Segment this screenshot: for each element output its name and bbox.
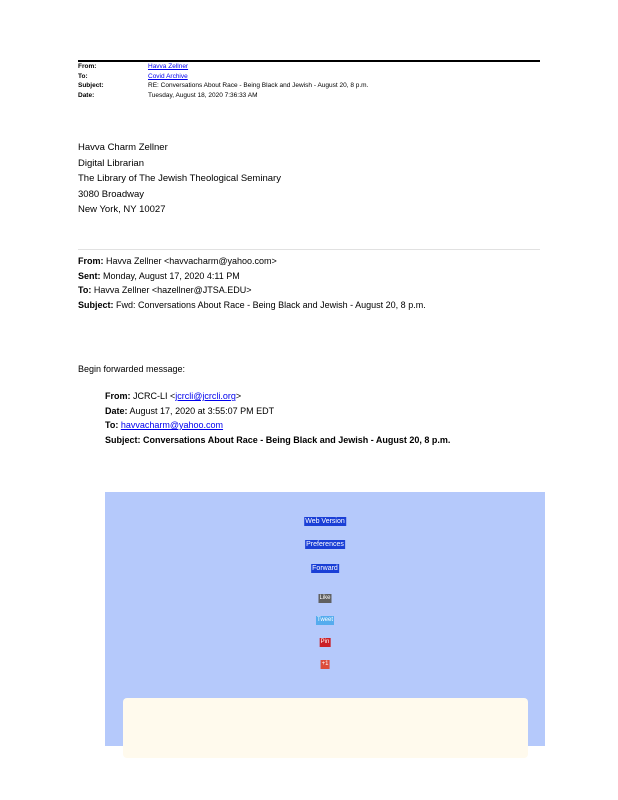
fwd1-sent-value: Monday, August 17, 2020 4:11 PM: [103, 270, 240, 281]
fwd1-from-value: Havva Zellner <havvacharm@yahoo.com>: [106, 256, 277, 266]
header-date-label: Date:: [78, 91, 95, 99]
tweet-button[interactable]: Tweet: [316, 617, 334, 623]
fwd2-subject-value: Conversations About Race - Being Black and Jewish - August 20, 8 p.m.: [143, 434, 451, 445]
preferences-link[interactable]: Preferences: [306, 541, 344, 548]
fwd2-date-value: August 17, 2020 at 3:55:07 PM EDT: [129, 405, 275, 416]
signature-title: Digital Librarian: [78, 157, 145, 169]
fwd2-to-row: [105, 418, 450, 433]
header-subject-label: Subject:: [78, 82, 104, 89]
fwd2-date-row: [105, 404, 450, 419]
fwd1-to-row: [78, 283, 426, 298]
header-from-label: From:: [78, 63, 97, 70]
fwd2-from-name: JCRC-LI <: [133, 391, 176, 401]
fwd1-to-label: To:: [78, 285, 92, 295]
forward-link[interactable]: Forward: [312, 565, 338, 572]
fwd2-from-email-link[interactable]: jcrcli@jcrcli.org: [175, 391, 236, 401]
forward-header-2: [105, 389, 450, 447]
fwd2-from-row: [105, 389, 450, 404]
fwd2-subject-row: [105, 433, 450, 448]
header-to-label: To:: [78, 72, 88, 80]
newsletter-panel: [105, 492, 545, 746]
signature-block: [78, 140, 281, 218]
signature-street: 3080 Broadway: [78, 188, 145, 200]
fwd1-subject-value: Fwd: Conversations About Race - Being Black and Jewish - August 20, 8 p.m.: [116, 299, 426, 310]
header-to-link[interactable]: Covid Archive: [148, 72, 188, 80]
email-header: [78, 62, 368, 100]
fwd1-from-row: [78, 254, 426, 269]
signature-org: The Library of The Jewish Theological Seminary: [78, 173, 281, 184]
fwd2-to-email-link[interactable]: havvacharm@yahoo.com: [120, 420, 224, 430]
header-from-link[interactable]: Havva Zellner: [148, 63, 189, 70]
separator-line: [78, 249, 540, 250]
fwd1-sent-row: [78, 269, 426, 284]
fwd2-from-close: >: [235, 391, 242, 401]
forward-header-1: [78, 254, 426, 312]
header-date-value: Tuesday, August 18, 2020 7:36:33 AM: [148, 91, 258, 99]
begin-forwarded-text: Begin forwarded message:: [78, 364, 186, 374]
pin-button[interactable]: Pin: [320, 639, 330, 645]
fwd2-from-label: From:: [105, 391, 131, 401]
newsletter-content-box: [123, 698, 528, 758]
like-button[interactable]: Like: [319, 595, 331, 601]
header-date-row: [78, 91, 368, 101]
header-from-row: [78, 62, 368, 72]
header-to-row: [78, 72, 368, 82]
header-subject-value: RE: Conversations About Race - Being Black and Jewish - August 20, 8 p.m.: [148, 82, 369, 89]
fwd2-to-label: To:: [105, 420, 119, 430]
signature-name: Havva Charm Zellner: [78, 142, 168, 153]
signature-city: New York, NY 10027: [78, 204, 166, 215]
plus-one-button[interactable]: +1: [321, 661, 329, 667]
fwd1-to-value: Havva Zellner <hazellner@JTSA.EDU>: [93, 285, 252, 295]
fwd1-subject-label: Subject:: [78, 299, 114, 310]
web-version-link[interactable]: Web Version: [305, 518, 345, 525]
fwd1-from-label: From:: [78, 256, 104, 266]
fwd2-date-label: Date:: [105, 405, 128, 416]
fwd2-subject-label: Subject:: [105, 434, 141, 445]
fwd1-subject-row: [78, 298, 426, 313]
header-subject-row: [78, 81, 368, 91]
fwd1-sent-label: Sent:: [78, 270, 101, 281]
